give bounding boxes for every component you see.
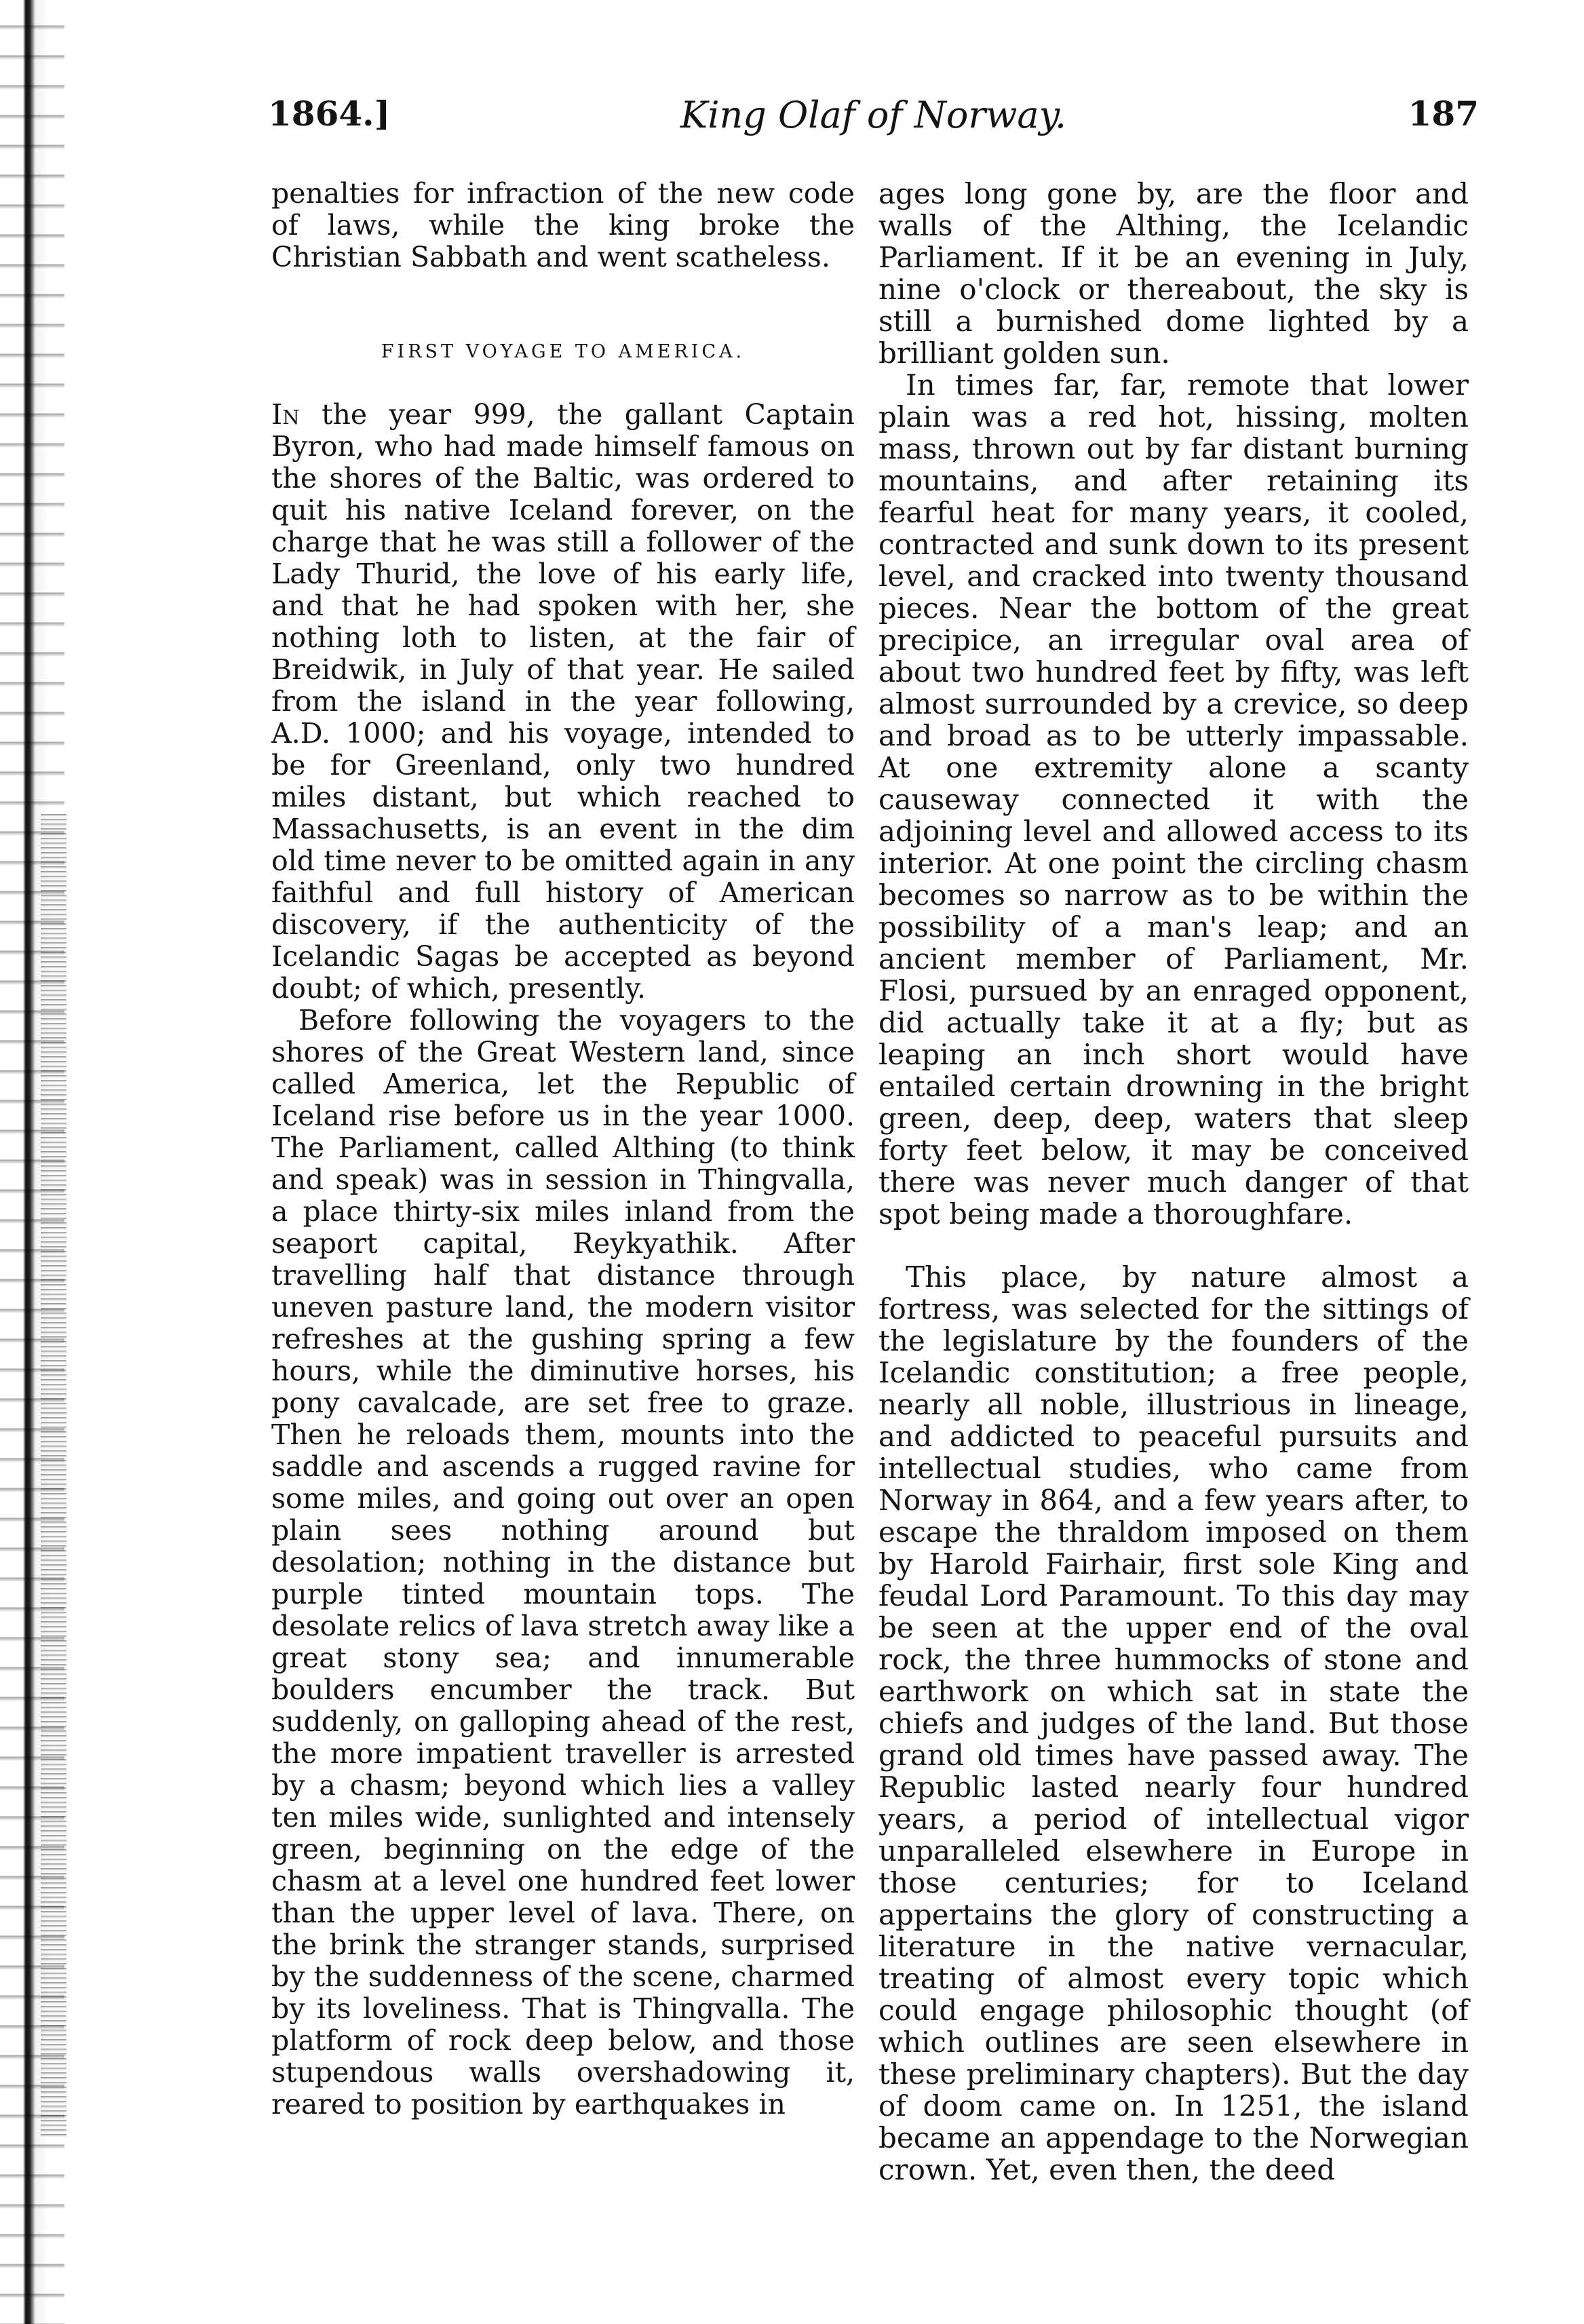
paragraph-lead-word: In: [271, 398, 300, 431]
running-title: King Olaf of Norway.: [680, 94, 1067, 136]
paragraph-text: the year 999, the gallant Captain Byron, who had made himself famous on the shores of the Baltic, was ordered to quit his native Iceland forever, on the charge that he was still a follower of the Lady Thurid, the love of his early life, and that he had spoken with her, she nothing loth to listen, at the fair of Breidwik, in July of that year. He sailed from the island in the year following, A.D. 1000; and his voyage, intended to be for Greenland, only two hundred miles distant, but which reached to Massachusetts, is an event in the dim old time never to be omitted again in any faithful and full history of American discovery, if the authenticity of the Icelandic Sagas be accepted as beyond doubt; of which, presently.: [271, 398, 855, 1005]
paragraph: penalties for infraction of the new code of laws, while the king broke the Christian Sabbath and went scatheless.: [271, 177, 855, 273]
paragraph: [271, 399, 855, 1005]
header-date: 1864.]: [268, 94, 391, 134]
left-column: [271, 178, 855, 2120]
right-column: [878, 178, 1469, 2186]
page-number: 187: [1408, 94, 1479, 134]
paragraph: This place, by nature almost a fortress, was selected for the sittings of the legislature by the founders of the Icelandic constitution; a free people, nearly all noble, illustrious in lineage, and addicted to peaceful pursuits and intellectual studies, who came from Norway in 864, and a few years after, to escape the thraldom imposed on them by Harold Fairhair, first sole King and feudal Lord Paramount. To this day may be seen at the upper end of the oval rock, the three hummocks of stone and earthwork on which sat in state the chiefs and judges of the land. But those grand old times have passed away. The Republic lasted nearly four hundred years, a period of intellectual vigor unparalleled elsewhere in Europe in those centuries; for to Iceland appertains the glory of constructing a literature in the native vernacular, treating of almost every topic which could engage philosophic thought (of which outlines are seen elsewhere in these preliminary chapters). But the day of doom came on. In 1251, the island became an appendage to the Norwegian crown. Yet, even then, the deed: [878, 1260, 1469, 2186]
paragraph: In times far, far, remote that lower plain was a red hot, hissing, molten mass, thrown out by far distant burning mountains, and after retaining its fearful heat for many years, it cooled, contracted and sunk down to its present level, and cracked into twenty thousand pieces. Near the bottom of the great precipice, an irregular oval area of about two hundred feet by fifty, was left almost surrounded by a crevice, so deep and broad as to be utterly impassable. At one extremity alone a scanty causeway connected it with the adjoining level and allowed access to its interior. At one point the circling chasm becomes so narrow as to be within the possibility of a man's leap; and an ancient member of Parliament, Mr. Flosi, pursued by an enraged opponent, did actually take it at a fly; but as leaping an inch short would have entailed certain drowning in the bright green, deep, deep, waters that sleep forty feet below, it may be conceived there was never much danger of that spot being made a thoroughfare.: [878, 368, 1469, 1231]
paragraph: Before following the voyagers to the shores of the Great Western land, since called America, let the Republic of Iceland rise before us in the year 1000. The Parliament, called Althing (to think and speak) was in session in Thingvalla, a place thirty-six miles inland from the seaport capital, Reykyathik. After travelling half that distance through uneven pasture land, the modern visitor refreshes at the gushing spring a few hours, while the diminutive horses, his pony cavalcade, are set free to graze. Then he reloads them, mounts into the saddle and ascends a rugged ravine for some miles, and going out over an open plain sees nothing around but desolation; nothing in the distance but purple tinted mountain tops. The desolate relics of lava stretch away like a great stony sea; and innumerable boulders encumber the track. But suddenly, on galloping ahead of the rest, the more impatient traveller is arrested by a chasm; beyond which lies a valley ten miles wide, sunlighted and intensely green, beginning on the edge of the chasm at a level one hundred feet lower than the upper level of lava. There, on the brink the stranger stands, surprised by the suddenness of the scene, charmed by its loveliness. That is Thingvalla. The platform of rock deep below, and those stupendous walls overshadowing it, reared to position by earthquakes in: [271, 1004, 855, 2120]
binding-shadow: [41, 814, 66, 2137]
paragraph: ages long gone by, are the floor and walls of the Althing, the Icelandic Parliament. If it be an evening in July, nine o'clock or thereabout, the sky is still a burnished dome lighted by a brilliant golden sun.: [878, 177, 1469, 370]
running-header: [268, 94, 1479, 141]
section-heading: FIRST VOYAGE TO AMERICA.: [381, 341, 746, 362]
